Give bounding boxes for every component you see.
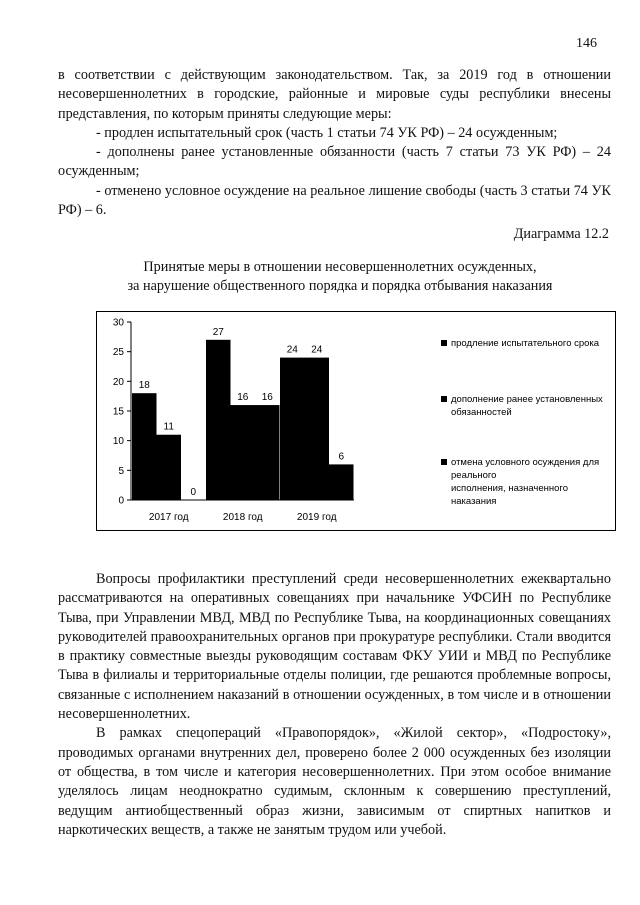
legend-label: обязанностей bbox=[451, 407, 512, 418]
diagram-label: Диаграмма 12.2 bbox=[513, 226, 609, 242]
chart-title-line: Принятые меры в отношении несовершеннолетних осужденных, bbox=[143, 259, 537, 275]
category-label: 2017 год bbox=[148, 512, 189, 523]
category-label: 2019 год bbox=[296, 512, 337, 523]
body-paragraph: В рамках спецопераций «Правопорядок», «Жилой сектор», «Подростоку», проводимых органами внутренних дел, проверено более 2 000 осужденных без изоляции от общества, в том числе и категория несовершеннолетних. При этом особое внимание уделялось лицам неоднократно судимым, склонным к совершению преступлений, ведущим антиобщественный образ жизни, зависимым от спиртных напитков и наркотических веществ, а также не занятым трудом или учебой. bbox=[58, 725, 611, 838]
measure-item: - дополнены ранее установленные обязанности (часть 7 статьи 73 УК РФ) – 24 осужденным; bbox=[58, 144, 611, 180]
category-label: 2018 год bbox=[222, 512, 263, 523]
data-label: 16 bbox=[261, 392, 273, 404]
legend-swatch bbox=[441, 396, 447, 402]
data-label: 27 bbox=[212, 326, 224, 338]
legend-swatch bbox=[441, 459, 447, 465]
y-tick-label: 10 bbox=[112, 436, 124, 448]
legend-label: продление испытательного срока bbox=[451, 338, 600, 349]
measure-item: - отменено условное осуждение на реальное лишение свободы (часть 3 статьи 74 УК РФ) – 6. bbox=[58, 182, 611, 219]
data-label: 16 bbox=[237, 392, 249, 404]
data-label: 6 bbox=[338, 451, 345, 463]
y-tick-label: 5 bbox=[118, 465, 124, 477]
intro-paragraph: в соответствии с действующим законодательством. Так, за 2019 год в отношении несовершеннолетних в городские, районные и мировые суды республики внесены представления, по которым приняты следующие меры: bbox=[58, 67, 611, 122]
intro-text bbox=[58, 66, 611, 220]
y-tick-label: 25 bbox=[112, 347, 124, 359]
bar bbox=[255, 405, 280, 500]
y-tick-label: 15 bbox=[112, 406, 124, 418]
legend-label: отмена условного осуждения для bbox=[451, 457, 600, 468]
y-tick-label: 20 bbox=[112, 376, 124, 388]
chart-title-line: за нарушение общественного порядка и порядка отбывания наказания bbox=[127, 278, 553, 294]
page-number: 146 bbox=[576, 36, 597, 51]
bar bbox=[280, 358, 305, 500]
chart-title bbox=[60, 258, 620, 296]
y-tick-label: 30 bbox=[112, 317, 124, 329]
bar bbox=[157, 435, 182, 500]
measure-item: - продлен испытательный срок (часть 1 статьи 74 УК РФ) – 24 осужденным; bbox=[96, 124, 558, 141]
data-label: 0 bbox=[190, 487, 197, 498]
data-label: 24 bbox=[311, 344, 323, 356]
legend-label: дополнение ранее установленных bbox=[451, 394, 603, 405]
data-label: 18 bbox=[138, 380, 150, 392]
bar bbox=[305, 358, 330, 500]
legend-swatch bbox=[441, 340, 447, 346]
bar-chart bbox=[97, 312, 617, 532]
legend-label: реального bbox=[451, 470, 497, 481]
bar bbox=[231, 405, 256, 500]
body-text bbox=[58, 570, 611, 840]
legend-label: наказания bbox=[451, 496, 497, 507]
bar bbox=[206, 340, 231, 500]
y-tick-label: 0 bbox=[118, 495, 124, 507]
body-paragraph: Вопросы профилактики преступлений среди несовершеннолетних ежеквартально рассматриваются на оперативных совещаниях при начальнике УФСИН по Республике Тыва, при Управлении МВД, МВД по Республике Тыва, на координационных совещаниях руководителей правоохранительных органов при прокуратуре республики. Стали вводится в практику совместные выезды руководящим составам ФКУ УИИ и МВД по Республике Тыва в филиалы и территориальные отделы полиции, где решаются проблемные вопросы, связанные с исполнением наказаний в отношении осужденных, в том числе и в отношении несовершеннолетних. bbox=[58, 571, 611, 723]
chart-frame bbox=[96, 311, 616, 531]
data-label: 11 bbox=[163, 421, 174, 433]
bar bbox=[132, 393, 157, 500]
data-label: 24 bbox=[286, 344, 298, 356]
bar bbox=[329, 464, 354, 500]
legend-label: исполнения, назначенного bbox=[451, 483, 568, 494]
